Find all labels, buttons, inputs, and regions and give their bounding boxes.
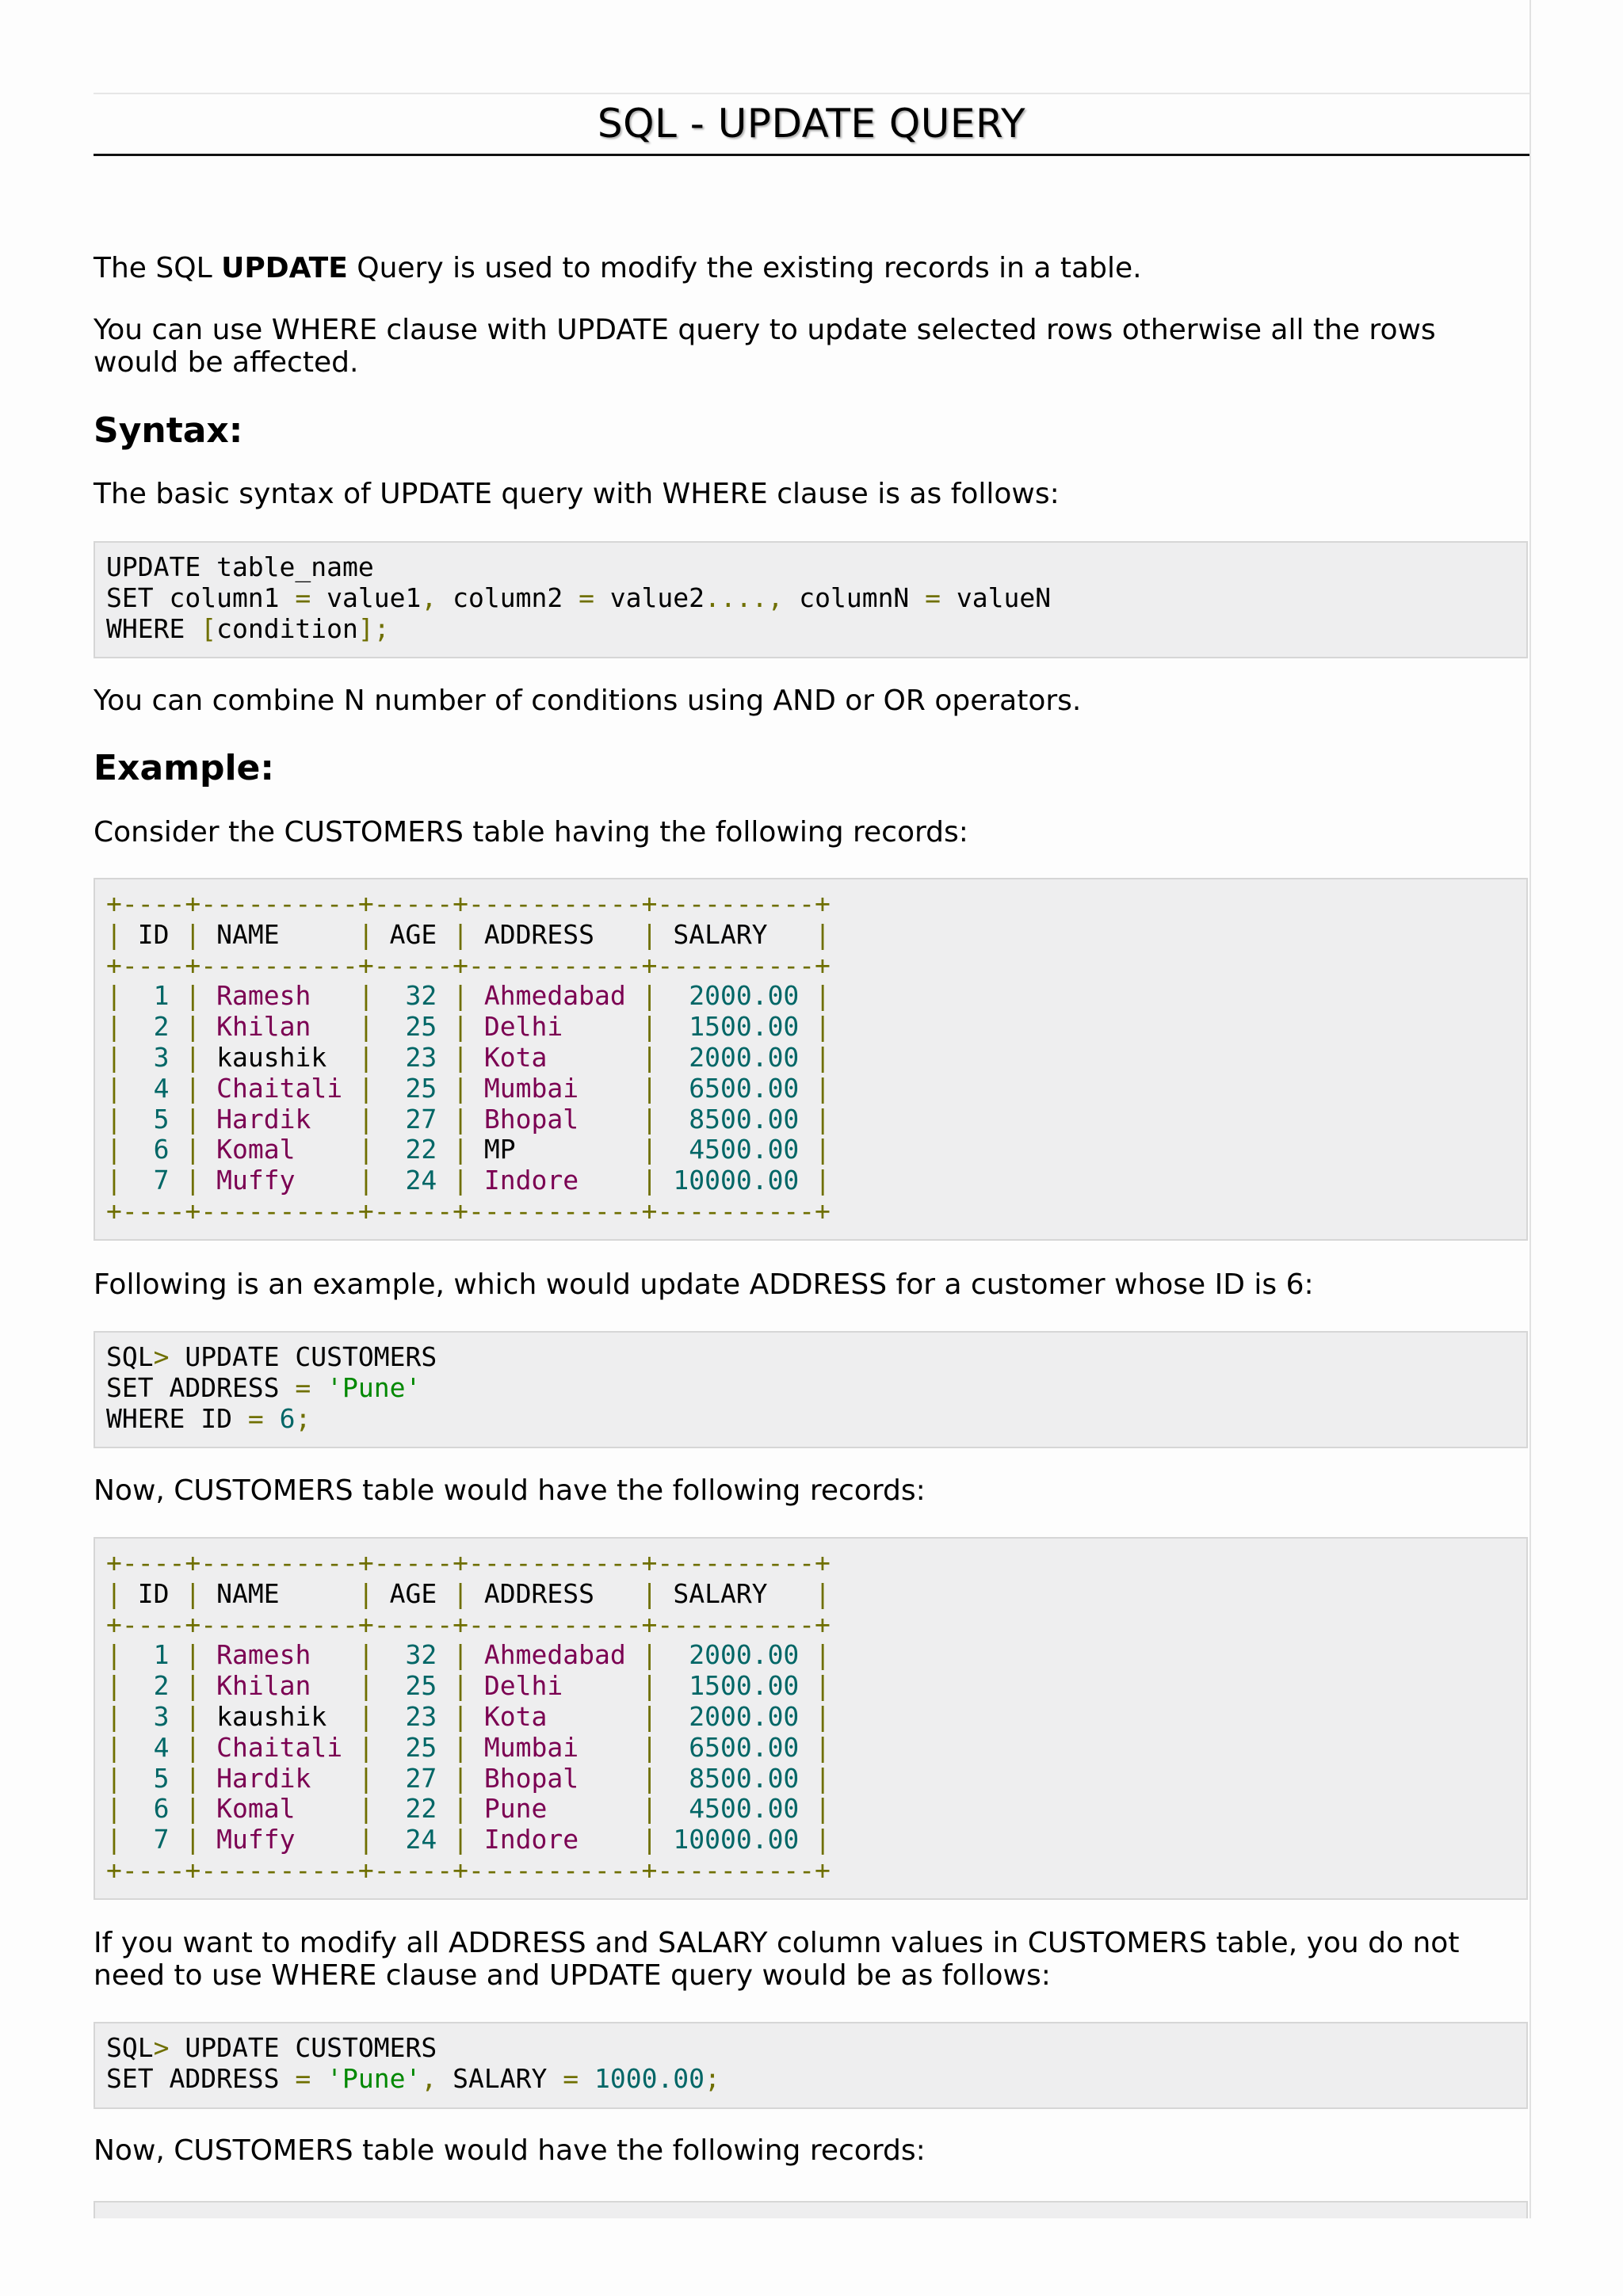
cell-salary: 10000.00 bbox=[673, 1165, 800, 1196]
cell-salary: 2000.00 bbox=[673, 1639, 800, 1671]
after-update-all-description: Now, CUSTOMERS table would have the following records: bbox=[94, 2134, 926, 2167]
cell-address: Delhi bbox=[483, 1011, 642, 1043]
cell-name: kaushik bbox=[216, 1041, 358, 1073]
cell-age: 24 bbox=[389, 1165, 437, 1196]
cell-age: 32 bbox=[389, 980, 437, 1012]
cell-address: Indore bbox=[483, 1165, 642, 1196]
cell-name: Komal bbox=[216, 1793, 358, 1825]
table-row: | 3 | kaushik | 23 | Kota | 2000.00 | bbox=[106, 1041, 831, 1073]
cell-id: 7 bbox=[137, 1824, 170, 1855]
column-header: ID bbox=[137, 1577, 185, 1609]
cell-id: 3 bbox=[137, 1700, 170, 1732]
cell-name: Muffy bbox=[216, 1824, 358, 1855]
example-description: Consider the CUSTOMERS table having the following records: bbox=[94, 816, 968, 849]
column-header: NAME bbox=[216, 1577, 358, 1609]
cell-name: Khilan bbox=[216, 1011, 358, 1043]
cell-age: 25 bbox=[389, 1011, 437, 1043]
syntax-heading: Syntax: bbox=[94, 410, 243, 451]
cell-age: 24 bbox=[389, 1824, 437, 1855]
column-header: ADDRESS bbox=[483, 1577, 642, 1609]
update-code-block: SQL> UPDATE CUSTOMERS SET ADDRESS = 'Pune' WHERE ID = 6; bbox=[94, 1331, 1528, 1448]
column-header: NAME bbox=[216, 918, 358, 950]
cell-salary: 6500.00 bbox=[673, 1072, 800, 1104]
cell-name: Khilan bbox=[216, 1670, 358, 1702]
cell-id: 6 bbox=[137, 1134, 170, 1165]
cell-age: 27 bbox=[389, 1103, 437, 1135]
page-title: SQL - UPDATE QUERY bbox=[94, 93, 1529, 156]
cell-id: 4 bbox=[137, 1072, 170, 1104]
cell-address: Mumbai bbox=[483, 1731, 642, 1763]
cell-id: 2 bbox=[137, 1670, 170, 1702]
cell-age: 25 bbox=[389, 1670, 437, 1702]
cell-salary: 1500.00 bbox=[673, 1670, 800, 1702]
table-row: | 7 | Muffy | 24 | Indore | 10000.00 | bbox=[106, 1824, 831, 1855]
cell-age: 22 bbox=[389, 1134, 437, 1165]
update-keyword: UPDATE bbox=[221, 252, 348, 284]
cell-name: Chaitali bbox=[216, 1072, 358, 1104]
cell-age: 22 bbox=[389, 1793, 437, 1825]
cell-address: Bhopal bbox=[483, 1762, 642, 1794]
cell-name: Komal bbox=[216, 1134, 358, 1165]
table-border: +----+----------+-----+-----------+----------+ bbox=[106, 949, 831, 981]
update-all-code-block: SQL> UPDATE CUSTOMERS SET ADDRESS = 'Pune', SALARY = 1000.00; bbox=[94, 2022, 1528, 2109]
example-heading: Example: bbox=[94, 748, 274, 788]
table-row: | 2 | Khilan | 25 | Delhi | 1500.00 | bbox=[106, 1011, 831, 1043]
cell-address: MP bbox=[483, 1134, 642, 1165]
table-row: | 4 | Chaitali | 25 | Mumbai | 6500.00 | bbox=[106, 1072, 831, 1104]
customers-table-after: +----+----------+-----+-----------+----------+ | ID | NAME | AGE | ADDRESS | SALARY | +----+----------+-----+-----------+----------+ | 1 | Ramesh | 32 | Ahmedabad | 2000.00 | | 2 | Khilan | 25 | Delhi | 1500.00 | | 3 | kaushik | 23 | Kota | 2000.00 | | 4 | Chaitali | 25 | Mumbai | 6500.00 | | 5 | Hardik | 27 | Bhopal | 8500.00 | | 6 | Komal | 22 | Pune | 4500.00 | | 7 | Muffy | 24 | Indore | 10000.00 | +----+----------+-----+-----------+----------+ bbox=[94, 1537, 1528, 1900]
cell-age: 32 bbox=[389, 1639, 437, 1671]
cell-id: 5 bbox=[137, 1762, 170, 1794]
cell-salary: 6500.00 bbox=[673, 1731, 800, 1763]
cell-salary: 8500.00 bbox=[673, 1762, 800, 1794]
syntax-code-block: UPDATE table_name SET column1 = value1, column2 = value2...., columnN = valueN WHERE [condition]; bbox=[94, 541, 1528, 658]
cell-id: 4 bbox=[137, 1731, 170, 1763]
cell-name: Ramesh bbox=[216, 1639, 358, 1671]
cell-salary: 2000.00 bbox=[673, 1700, 800, 1732]
cell-id: 1 bbox=[137, 980, 170, 1012]
table-border: +----+----------+-----+-----------+----------+ bbox=[106, 888, 831, 919]
cell-name: Hardik bbox=[216, 1762, 358, 1794]
truncated-code-block bbox=[94, 2201, 1528, 2218]
cell-salary: 1500.00 bbox=[673, 1011, 800, 1043]
table-row: | 6 | Komal | 22 | MP | 4500.00 | bbox=[106, 1134, 831, 1165]
cell-age: 25 bbox=[389, 1731, 437, 1763]
cell-age: 23 bbox=[389, 1041, 437, 1073]
cell-name: Muffy bbox=[216, 1165, 358, 1196]
cell-name: Chaitali bbox=[216, 1731, 358, 1763]
cell-salary: 2000.00 bbox=[673, 980, 800, 1012]
table-border: +----+----------+-----+-----------+----------+ bbox=[106, 1608, 831, 1640]
column-header: AGE bbox=[389, 918, 453, 950]
table-row: | 6 | Komal | 22 | Pune | 4500.00 | bbox=[106, 1793, 831, 1825]
intro-paragraph-2: You can use WHERE clause with UPDATE query to update selected rows otherwise all the rows would be affected. bbox=[94, 314, 1436, 379]
cell-id: 7 bbox=[137, 1165, 170, 1196]
cell-address: Bhopal bbox=[483, 1103, 642, 1135]
cell-salary: 4500.00 bbox=[673, 1134, 800, 1165]
column-header: ID bbox=[137, 918, 185, 950]
table-row: | 5 | Hardik | 27 | Bhopal | 8500.00 | bbox=[106, 1103, 831, 1135]
cell-id: 5 bbox=[137, 1103, 170, 1135]
table-row: | 3 | kaushik | 23 | Kota | 2000.00 | bbox=[106, 1700, 831, 1732]
column-header: SALARY bbox=[673, 918, 815, 950]
cell-address: Ahmedabad bbox=[483, 980, 642, 1012]
update-all-description: If you want to modify all ADDRESS and SALARY column values in CUSTOMERS table, you do not need to use WHERE clause and UPDATE query would be as follows: bbox=[94, 1927, 1460, 1992]
customers-table-before: +----+----------+-----+-----------+----------+ | ID | NAME | AGE | ADDRESS | SALARY | +----+----------+-----+-----------+----------+ | 1 | Ramesh | 32 | Ahmedabad | 2000.00 | | 2 | Khilan | 25 | Delhi | 1500.00 | | 3 | kaushik | 23 | Kota | 2000.00 | | 4 | Chaitali | 25 | Mumbai | 6500.00 | | 5 | Hardik | 27 | Bhopal | 8500.00 | | 6 | Komal | 22 | MP | 4500.00 | | 7 | Muffy | 24 | Indore | 10000.00 | +----+----------+-----+-----------+----------+ bbox=[94, 878, 1528, 1241]
cell-age: 25 bbox=[389, 1072, 437, 1104]
table-border: +----+----------+-----+-----------+----------+ bbox=[106, 1854, 831, 1886]
cell-salary: 2000.00 bbox=[673, 1041, 800, 1073]
cell-address: Indore bbox=[483, 1824, 642, 1855]
cell-salary: 10000.00 bbox=[673, 1824, 800, 1855]
cell-address: Pune bbox=[483, 1793, 642, 1825]
cell-address: Ahmedabad bbox=[483, 1639, 642, 1671]
cell-id: 3 bbox=[137, 1041, 170, 1073]
cell-salary: 4500.00 bbox=[673, 1793, 800, 1825]
table-row: | 2 | Khilan | 25 | Delhi | 1500.00 | bbox=[106, 1670, 831, 1702]
table-border: +----+----------+-----+-----------+----------+ bbox=[106, 1547, 831, 1578]
cell-address: Mumbai bbox=[483, 1072, 642, 1104]
column-header: SALARY bbox=[673, 1577, 815, 1609]
table-row: | 1 | Ramesh | 32 | Ahmedabad | 2000.00 | bbox=[106, 1639, 831, 1671]
update-description: Following is an example, which would update ADDRESS for a customer whose ID is 6: bbox=[94, 1268, 1314, 1301]
cell-id: 2 bbox=[137, 1011, 170, 1043]
cell-address: Kota bbox=[483, 1041, 642, 1073]
cell-address: Delhi bbox=[483, 1670, 642, 1702]
document-page bbox=[94, 0, 1531, 2218]
cell-age: 27 bbox=[389, 1762, 437, 1794]
cell-name: kaushik bbox=[216, 1700, 358, 1732]
cell-salary: 8500.00 bbox=[673, 1103, 800, 1135]
table-border: +----+----------+-----+-----------+----------+ bbox=[106, 1195, 831, 1226]
after-update-description: Now, CUSTOMERS table would have the following records: bbox=[94, 1474, 926, 1507]
table-row: | 1 | Ramesh | 32 | Ahmedabad | 2000.00 | bbox=[106, 980, 831, 1012]
table-row: | 7 | Muffy | 24 | Indore | 10000.00 | bbox=[106, 1165, 831, 1196]
cell-age: 23 bbox=[389, 1700, 437, 1732]
syntax-description: The basic syntax of UPDATE query with WHERE clause is as follows: bbox=[94, 478, 1060, 510]
cell-address: Kota bbox=[483, 1700, 642, 1732]
cell-name: Hardik bbox=[216, 1103, 358, 1135]
table-row: | 4 | Chaitali | 25 | Mumbai | 6500.00 | bbox=[106, 1731, 831, 1763]
conditions-note: You can combine N number of conditions using AND or OR operators. bbox=[94, 685, 1082, 717]
table-row: | 5 | Hardik | 27 | Bhopal | 8500.00 | bbox=[106, 1762, 831, 1794]
cell-id: 1 bbox=[137, 1639, 170, 1671]
column-header: ADDRESS bbox=[483, 918, 642, 950]
intro-paragraph-1: The SQL UPDATE Query is used to modify the existing records in a table. bbox=[94, 252, 1142, 284]
cell-name: Ramesh bbox=[216, 980, 358, 1012]
cell-id: 6 bbox=[137, 1793, 170, 1825]
column-header: AGE bbox=[389, 1577, 453, 1609]
